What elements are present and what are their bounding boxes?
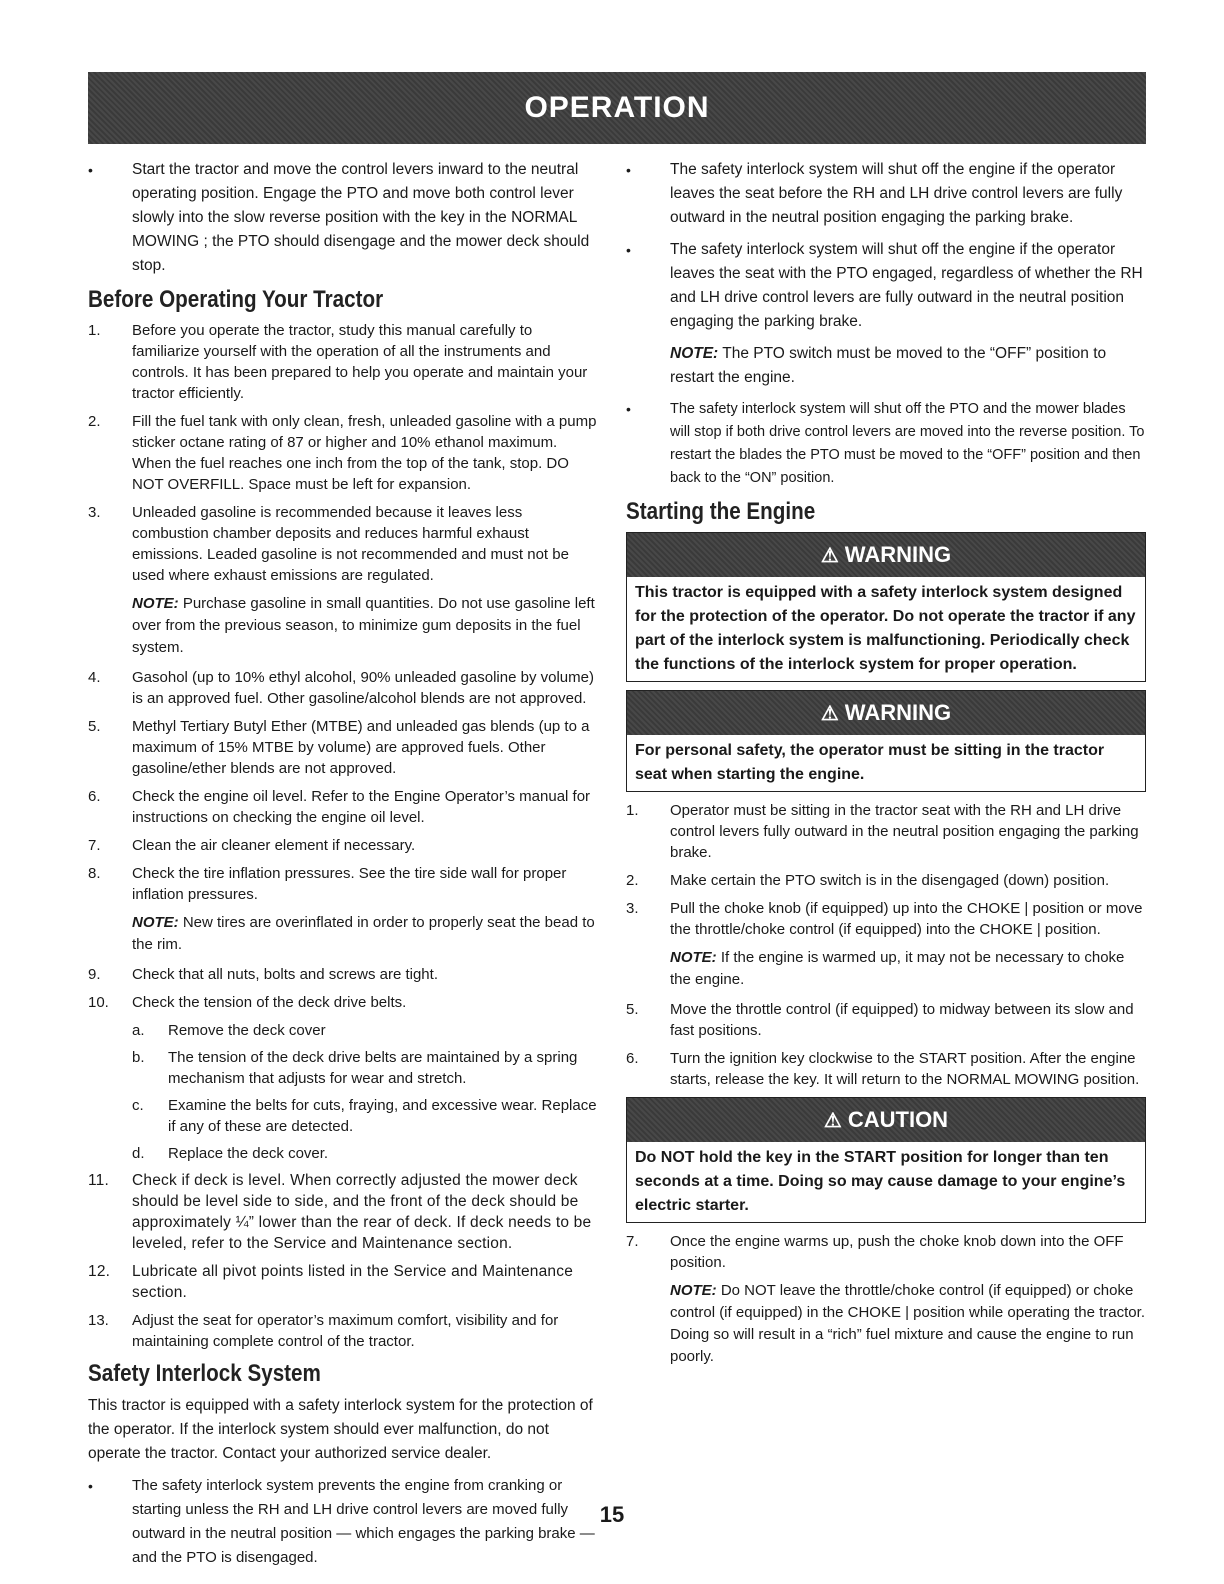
list-item: 13. Adjust the seat for operator’s maximum comfort, visibility and for maintaining complete control of the tractor. — [88, 1312, 559, 1350]
list-item: 12. Lubricate all pivot points listed in the Service and Maintenance section. — [88, 1263, 574, 1301]
list-item: 6. Turn the ignition key clockwise to the START position. After the engine starts, release the key. It will return to the NORMAL MOWING position. — [626, 1050, 1140, 1088]
safety-bullet: • The safety interlock system prevents the engine from cranking or starting unless the RH and LH drive control levers are moved fully outward in the neutral position — which engages the parking brake — and the PTO is disengaged. — [88, 1477, 595, 1566]
list-item: 7. Once the engine warms up, push the choke knob down into the OFF position. — [626, 1233, 1124, 1271]
operation-banner — [88, 72, 1146, 144]
list-item: 4. Gasohol (up to 10% ethyl alcohol, 90% unleaded gasoline by volume) is an approved fuel. Other gasoline/alcohol blends are not approved. — [88, 669, 594, 707]
safety-interlock-heading: Safety Interlock System — [88, 1360, 321, 1387]
bullet: • The safety interlock system will shut off the PTO and the mower blades will stop if both drive control levers are moved into the reverse position. To restart the blades the PTO must be moved to the “OFF” position and then back to the “ON” position. — [626, 401, 1145, 486]
list-item: 1. Before you operate the tractor, study this manual carefully to familiarize yourself with the operation of all the instruments and controls. It has been prepared to help you operate and maintain your tractor efficiently. — [88, 322, 588, 402]
note: NOTE: If the engine is warmed up, it may not be necessary to choke the engine. — [670, 949, 1125, 988]
sub-item: b. The tension of the deck drive belts are maintained by a spring mechanism that adjusts for wear and stretch. — [132, 1049, 578, 1087]
warning-box: ⚠ WARNING For personal safety, the operator must be sitting in the tractor seat when starting the engine. — [626, 690, 1146, 792]
sub-item: d. Replace the deck cover. — [132, 1145, 329, 1162]
right-column — [626, 158, 1146, 1376]
warning-triangle-icon: ⚠ — [820, 702, 839, 725]
note: NOTE: The PTO switch must be moved to the “OFF” position to restart the engine. — [670, 345, 1107, 386]
list-item: 9. Check that all nuts, bolts and screws are tight. — [88, 966, 438, 983]
sub-item: c. Examine the belts for cuts, fraying, and excessive wear. Replace if any of these are detected. — [132, 1097, 597, 1135]
warning-triangle-icon: ⚠ — [820, 544, 839, 567]
intro-bullet-text: Start the tractor and move the control levers inward to the neutral operating position. Engage the PTO and move both control lever slowly into the slow reverse position with the key in the NORMAL MOWING ; the PTO should disengage and the mower deck should stop. — [132, 161, 590, 274]
list-item: 6. Check the engine oil level. Refer to the Engine Operator’s manual for instructions on checking the engine oil level. — [88, 788, 591, 826]
starting-engine-heading: Starting the Engine — [626, 498, 816, 525]
note: NOTE: New tires are overinflated in order to properly seat the bead to the rim. — [132, 914, 595, 953]
bullet: • The safety interlock system will shut off the engine if the operator leaves the seat before the RH and LH drive control levers are fully outward in the neutral position engaging the parking brake. — [626, 161, 1123, 226]
sub-item: a. Remove the deck cover — [132, 1022, 326, 1039]
note: NOTE: Do NOT leave the throttle/choke control (if equipped) or choke control (if equipped) in the CHOKE | position while operating the tractor. Doing so will result in a “rich” fuel mixture and cause the engine to run poorly. — [670, 1282, 1145, 1365]
list-item: 10. Check the tension of the deck drive belts. — [88, 994, 407, 1011]
warning-triangle-icon: ⚠ — [823, 1109, 842, 1132]
banner-title: OPERATION — [524, 91, 710, 124]
warning-box: ⚠ WARNING This tractor is equipped with a safety interlock system designed for the protection of the operator. Do not operate the tractor if any part of the interlock system is malfunctioning. Periodically check the functions of the interlock system for proper operation. — [626, 532, 1146, 682]
list-item: 1. Operator must be sitting in the tractor seat with the RH and LH drive control levers fully outward in the neutral position engaging the parking brake. — [626, 802, 1139, 861]
list-item: 3. Unleaded gasoline is recommended because it leaves less combustion chamber deposits and reduces harmful exhaust emissions. Leaded gasoline is not recommended and must not be used where exhaust emissions are regulated. — [88, 504, 569, 584]
page-number: 15 — [599, 1502, 625, 1527]
list-item: 5. Methyl Tertiary Butyl Ether (MTBE) and unleaded gas blends (up to a maximum of 15% MTBE by volume) are approved fuels. Other gasoline/ether blends are not approved. — [88, 718, 590, 777]
left-column — [88, 158, 598, 1578]
list-item: 2. Make certain the PTO switch is in the disengaged (down) position. — [626, 872, 1110, 889]
list-item: 2. Fill the fuel tank with only clean, fresh, unleaded gasoline with a pump sticker octane rating of 87 or higher and 10% ethanol maximum. When the fuel reaches one inch from the top of the tank, stop. DO NOT OVERFILL. Space must be left for expansion. — [88, 413, 597, 493]
list-item: 3. Pull the choke knob (if equipped) up into the CHOKE | position or move the throttle/choke control (if equipped) into the CHOKE | position. — [626, 900, 1143, 938]
intro-bullet: • Start the tractor and move the control levers inward to the neutral operating position. Engage the PTO and move both control lever slowly into the slow reverse position with the key in the NORMAL MOWING ; the PTO should disengage and the mower deck should stop. — [88, 158, 598, 278]
list-item: 11. Check if deck is level. When correctly adjusted the mower deck should be level side to side, and the front of the deck should be approximately ¼” lower than the rear of deck. If deck needs to be leveled, refer to the Service and Maintenance section. — [88, 1172, 592, 1252]
before-operating-heading: Before Operating Your Tractor — [88, 286, 384, 313]
safety-paragraph: This tractor is equipped with a safety interlock system for the protection of the operator. If the interlock system should ever malfunction, do not operate the tractor. Contact your authorized service dealer. — [88, 1397, 593, 1462]
list-item: 8. Check the tire inflation pressures. See the tire side wall for proper inflation pressures. — [88, 865, 567, 903]
bullet: • The safety interlock system will shut off the engine if the operator leaves the seat with the PTO engaged, regardless of whether the RH and LH drive control levers are fully outward in the neutral position engaging the parking brake. — [626, 241, 1143, 330]
caution-box: ⚠ CAUTION Do NOT hold the key in the START position for longer than ten seconds at a time. Doing so may cause damage to your engine’s electric starter. — [626, 1097, 1146, 1223]
note: NOTE: Purchase gasoline in small quantities. Do not use gasoline left over from the previous season, to minimize gum deposits in the fuel system. — [132, 595, 595, 656]
list-item: 7. Clean the air cleaner element if necessary. — [88, 837, 416, 854]
list-item: 5. Move the throttle control (if equipped) to midway between its slow and fast positions. — [626, 1001, 1134, 1039]
